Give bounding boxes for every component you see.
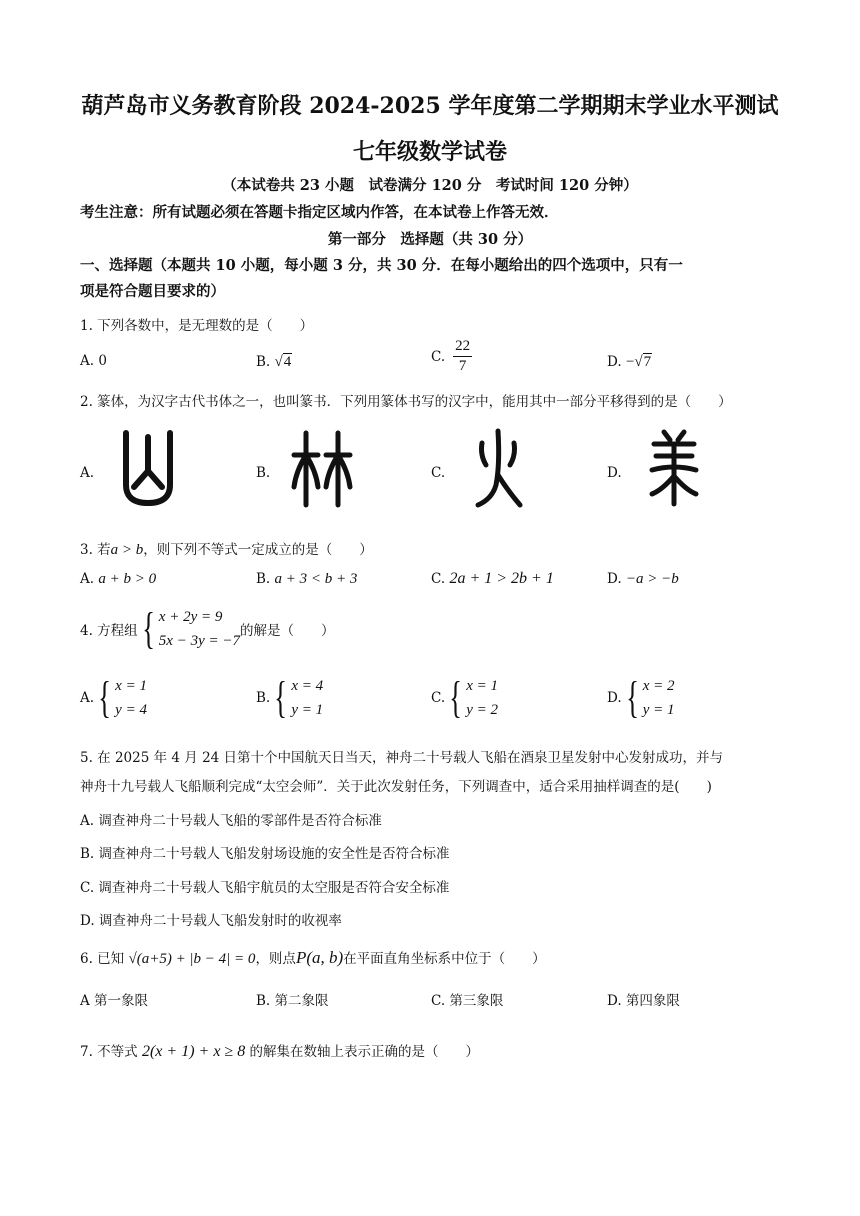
q4-option-b-label: B.	[256, 690, 271, 706]
q7-stem-prefix: 7. 不等式	[80, 1044, 138, 1060]
q6-expression: √(a+5) + |b − 4| = 0	[128, 951, 256, 967]
q4-option-a-brace: {	[98, 673, 111, 722]
q3-stem-suffix: ，则下列不等式一定成立的是（ ）	[143, 542, 373, 558]
seal-glyph-huo	[472, 425, 524, 509]
q6-stem	[80, 947, 546, 968]
q1-option-d-label: D.	[607, 354, 622, 370]
q3-option-b-label: B.	[256, 571, 271, 587]
q4-eq1: x + 2y = 9	[158, 609, 223, 625]
q4-option-d	[607, 674, 675, 722]
section-instruction-line2: 项是符合题目要求的）	[80, 283, 225, 300]
q6-option-d: D. 第四象限	[607, 993, 680, 1009]
q4-option-c-x: x = 1	[466, 678, 499, 694]
q4-brace: {	[141, 604, 155, 653]
q1-option-d: D. −√7	[607, 354, 652, 370]
exam-info: （本试卷共 23 小题 试卷满分 120 分 考试时间 120 分钟）	[222, 177, 638, 194]
q4-equation-system	[138, 605, 240, 653]
q1-option-c	[431, 337, 472, 376]
q2-option-b: B.	[256, 465, 271, 481]
q2-stem: 2. 篆体，为汉字古代书体之一，也叫篆书．下列用篆体书写的汉字中，能用其中一部分平移得到的是（ ）	[80, 394, 732, 410]
q3-stem-prefix: 3. 若	[80, 542, 111, 558]
q6-option-b: B. 第二象限	[256, 993, 329, 1009]
q5-option-c: C. 调查神舟二十号载人飞船宇航员的太空服是否符合安全标准	[80, 880, 450, 896]
q6-option-c: C. 第三象限	[431, 993, 504, 1009]
q5-option-d: D. 调查神舟二十号载人飞船发射时的收视率	[80, 913, 342, 929]
q3-option-a-label: A.	[80, 571, 95, 587]
q7-inequality: 2(x + 1) + x ≥ 8	[141, 1043, 246, 1060]
q6-stem-suffix: 在平面直角坐标系中位于（ ）	[343, 951, 546, 967]
q6-point: P(a, b)	[295, 948, 344, 967]
q4-option-c-label: C.	[431, 690, 446, 706]
q3-option-a-expr: a + b > 0	[98, 571, 157, 587]
q1-option-c-numerator: 22	[453, 337, 472, 357]
q6-stem-prefix: 6. 已知	[80, 951, 125, 967]
q3-option-d-label: D.	[607, 571, 622, 587]
q4-option-b-x: x = 4	[291, 678, 324, 694]
q1-stem: 1. 下列各数中，是无理数的是（ ）	[80, 318, 314, 334]
q7-stem	[80, 1040, 479, 1061]
q4-option-b-brace: {	[274, 673, 288, 722]
q4-option-c-y: y = 2	[466, 702, 499, 718]
q3-option-a	[80, 571, 156, 588]
q7-stem-suffix: 的解集在数轴上表示正确的是（ ）	[249, 1044, 479, 1060]
q3-option-d-expr: −a > −b	[625, 571, 679, 587]
q4-option-a-x: x = 1	[115, 678, 147, 694]
q1-option-c-label: C.	[431, 348, 446, 365]
q1-option-d-sign: −	[625, 354, 635, 370]
exam-notice: 考生注意：所有试题必须在答题卡指定区域内作答，在本试卷上作答无效．	[80, 204, 559, 221]
seal-glyph-d	[646, 428, 702, 508]
q6-stem-mid: ，则点	[255, 951, 296, 967]
q2-option-d: D.	[607, 465, 622, 481]
q4-option-b-y: y = 1	[291, 702, 324, 718]
q1-option-b-label: B.	[256, 354, 271, 370]
q4-option-c-brace: {	[449, 673, 463, 722]
q4-option-d-y: y = 1	[642, 702, 675, 718]
q4-stem	[80, 605, 334, 653]
seal-glyph-lin	[290, 425, 356, 509]
q3-stem	[80, 538, 373, 559]
q1-option-a: A. 0	[80, 353, 107, 369]
q4-option-d-x: x = 2	[642, 678, 675, 694]
section-instruction-line1: 一、选择题（本题共 10 小题，每小题 3 分，共 30 分．在每小题给出的四个选项中，只有一	[80, 257, 683, 274]
q3-option-c-expr: 2a + 1 > 2b + 1	[449, 570, 554, 587]
q4-option-b	[256, 674, 323, 722]
q4-eq2: 5x − 3y = −7	[158, 633, 240, 649]
q1-option-c-fraction	[453, 337, 472, 376]
q3-option-b	[256, 571, 357, 588]
q1-option-d-radicand: 7	[643, 354, 652, 370]
q1-option-c-denominator: 7	[458, 358, 467, 374]
exam-title: 葫芦岛市义务教育阶段 2024-2025 学年度第二学期期末学业水平测试	[81, 93, 779, 119]
q2-option-c: C.	[431, 465, 446, 481]
q3-option-c	[431, 570, 554, 588]
q4-option-d-brace: {	[625, 673, 639, 722]
q3-option-d	[607, 571, 679, 588]
q5-stem-line2: 神舟十九号载人飞船顺利完成“太空会师”．关于此次发射任务，下列调查中，适合采用抽样调查的是( )	[80, 779, 712, 795]
q2-option-a: A.	[80, 465, 95, 481]
q4-option-a-label: A.	[80, 690, 95, 706]
q3-option-b-expr: a + 3 < b + 3	[274, 571, 358, 587]
q6-option-a: A 第一象限	[80, 993, 149, 1009]
part-heading: 第一部分 选择题（共 30 分）	[327, 231, 533, 248]
q4-option-c	[431, 674, 498, 722]
q3-option-c-label: C.	[431, 571, 446, 587]
q4-stem-prefix: 4. 方程组	[80, 623, 138, 639]
q5-option-a: A. 调查神舟二十号载人飞船的零部件是否符合标准	[80, 813, 382, 829]
q5-option-b: B. 调查神舟二十号载人飞船发射场设施的安全性是否符合标准	[80, 846, 450, 862]
q4-option-a	[80, 674, 147, 722]
q1-option-b: B. √4	[256, 354, 292, 370]
q4-option-d-label: D.	[607, 690, 622, 706]
q3-condition: a > b	[110, 542, 144, 558]
q1-option-b-radicand: 4	[283, 354, 292, 370]
seal-glyph-shan	[118, 425, 178, 509]
q4-stem-suffix: 的解是（ ）	[239, 623, 335, 639]
q5-stem-line1: 5. 在 2025 年 4 月 24 日第十个中国航天日当天，神舟二十号载人飞船在酒泉卫星发射中心发射成功，并与	[80, 750, 724, 766]
exam-subtitle: 七年级数学试卷	[352, 139, 507, 165]
q4-option-a-y: y = 4	[115, 702, 147, 718]
